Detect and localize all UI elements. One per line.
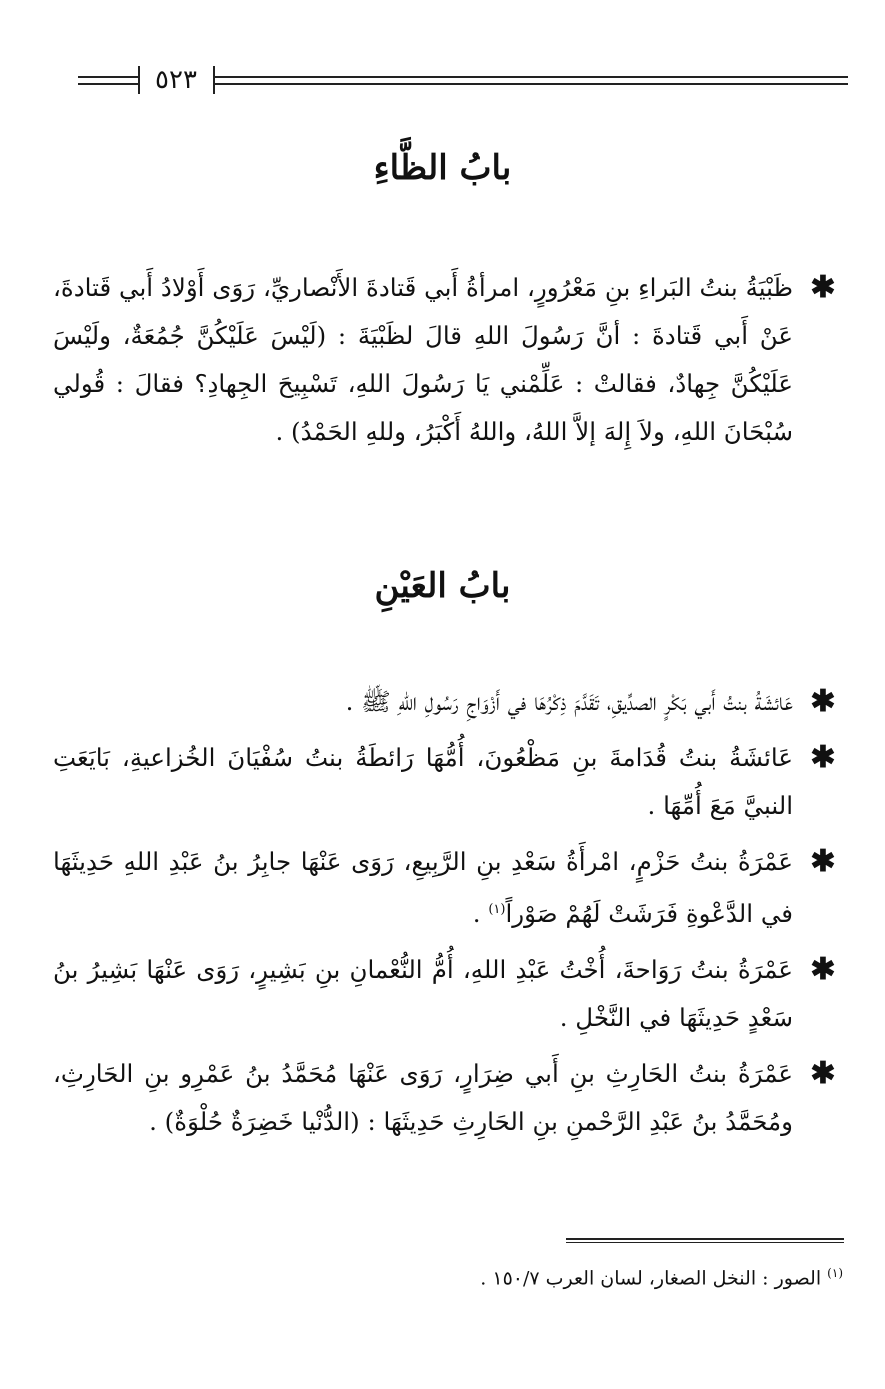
- asterisk-icon: ✱: [810, 740, 836, 775]
- entry: [53, 1050, 843, 1146]
- footnote-reference[interactable]: (١): [488, 902, 506, 917]
- entry-text: ظَبْيَةُ بنتُ البَراءِ بنِ مَعْرُورٍ، امرأةُ أَبي قَتادةَ الأَنْصاريِّ، رَوَى أَوْلادُ أَبي قَتادةَ، عَنْ أَبي قَتادةَ : أنَّ رَسُولَ اللهِ قالَ لظَبْيَةَ : (لَيْسَ عَلَيْكُنَّ جُمُعَةٌ، ولَيْسَ عَلَيْكُنَّ جِهادٌ، فقالتْ : عَلِّمْني يَا رَسُولَ اللهِ، تَسْبِيحَ الجِهادِ؟ فقالَ : قُولي سُبْحَانَ اللهِ، ولاَ إِلهَ إلاَّ اللهُ، واللهُ أَكْبَرُ، وللهِ الحَمْدُ) .: [53, 273, 793, 446]
- entry-text: عَمْرَةُ بنتُ الحَارِثِ بنِ أَبي ضِرَارٍ، رَوَى عَنْهَا مُحَمَّدُ بنُ عَمْرِو بنِ الحَارِثِ، ومُحَمَّدُ بنُ عَبْدِ الرَّحْمنِ بنِ الحَارِثِ حَدِيثَهَا : (الدُّنْيا خَضِرَةٌ حُلْوَةٌ) .: [53, 1059, 793, 1137]
- footnote-separator: [566, 1238, 844, 1243]
- entry-text: عَمْرَةُ بنتُ رَوَاحةَ، أُخْتُ عَبْدِ اللهِ، أُمُّ النُّعْمانِ بنِ بَشِيرٍ، رَوَى عَنْهَا بَشِيرُ بنُ سَعْدٍ حَدِيثَهَا في النَّخْلِ .: [53, 955, 793, 1033]
- entry: [53, 734, 843, 830]
- footnote: [53, 1258, 843, 1293]
- entry: [53, 264, 843, 456]
- asterisk-icon: ✱: [810, 684, 836, 719]
- entry: [53, 838, 843, 938]
- header-rule-right: [215, 76, 848, 85]
- entry-text: عَائشَةُ بنتُ أَبي بَكْرٍ الصدِّيقِ، تَقَدَّمَ ذِكْرُهَا في أَزْوَاجِ رَسُولِ اللهِ ﷺ .: [345, 687, 793, 716]
- page-number: ٥٢٣: [155, 65, 197, 95]
- section-ain-entries: [53, 678, 843, 1154]
- asterisk-icon: ✱: [810, 1056, 836, 1092]
- asterisk-icon: ✱: [810, 844, 836, 879]
- asterisk-icon: ✱: [810, 952, 836, 988]
- entry-text: عَائشَةُ بنتُ قُدَامةَ بنِ مَظْعُونَ، أُمُّهَا رَائطَةُ بنتُ سُفْيَانَ الخُزاعيةِ، بَايَعَتِ النبيَّ مَعَ أُمِّهَا .: [53, 743, 793, 820]
- entry: [53, 678, 843, 726]
- entry-terminator: .: [472, 899, 481, 929]
- footnote-text: الصور : النخل الصغار، لسان العرب ١٥٠/٧ .: [480, 1267, 822, 1290]
- footnote-mark: (١): [827, 1266, 843, 1280]
- section-zaa-entries: [53, 264, 843, 464]
- section-heading-ain: بابُ العَيْنِ: [374, 566, 511, 606]
- page-header: [78, 62, 848, 98]
- entry: [53, 946, 843, 1042]
- header-rule-left: [78, 76, 138, 85]
- section-heading-zaa: بابُ الظَّاءِ: [373, 148, 512, 188]
- entry-text: عَمْرَةُ بنتُ حَزْمٍ، امْرأَةُ سَعْدِ بنِ الرَّبِيعِ، رَوَى عَنْهَا جابِرُ بنُ عَبْدِ اللهِ حَدِيثَهَا في الدَّعْوةِ فَرَشَتْ لَهُمْ صَوْراً: [53, 847, 793, 929]
- asterisk-icon: ✱: [810, 270, 836, 305]
